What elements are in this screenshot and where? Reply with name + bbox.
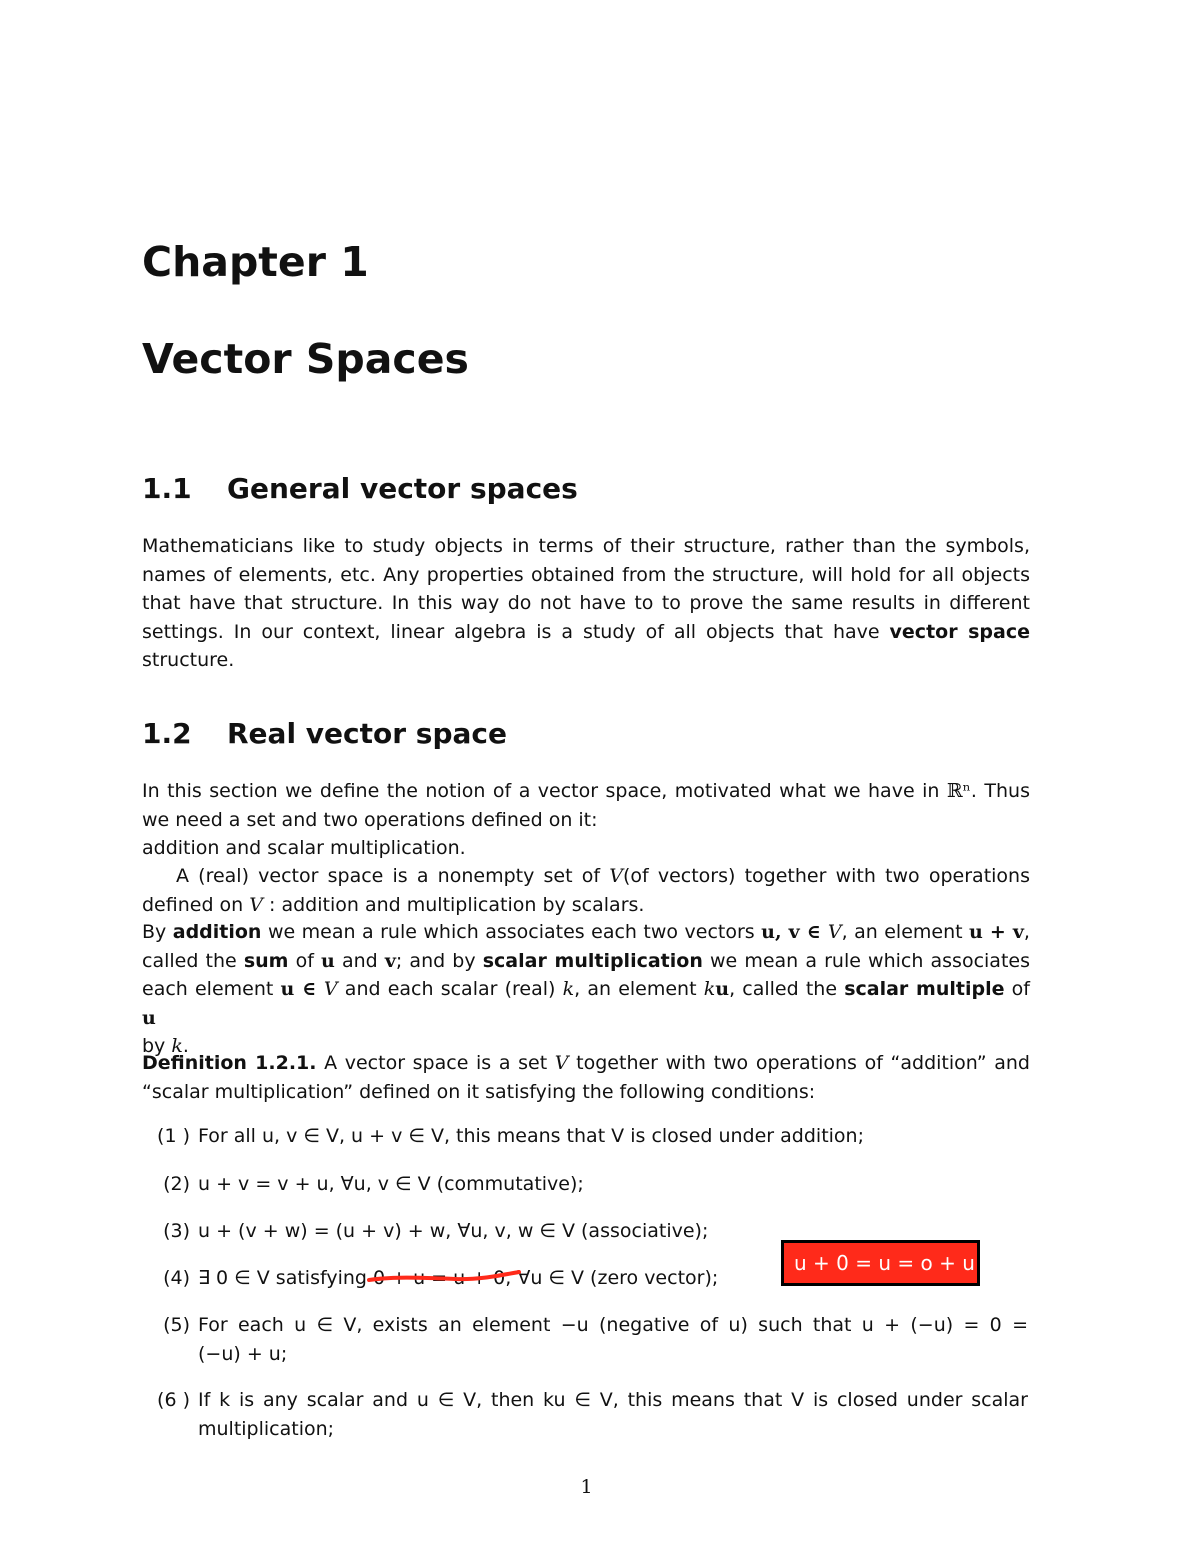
text-span: . xyxy=(182,1035,189,1057)
paragraph-line xyxy=(142,618,1030,647)
section-title: Real vector space xyxy=(227,717,507,750)
chapter-title: Vector Spaces xyxy=(142,335,469,383)
text-span: and xyxy=(334,949,385,972)
text-span: : addition and multiplication by scalars. xyxy=(263,893,645,916)
condition-item xyxy=(132,1311,1028,1340)
condition-item xyxy=(132,1170,584,1199)
paragraph-line: addition and scalar multiplication. xyxy=(142,837,466,859)
math-var: V xyxy=(554,1052,569,1074)
bold-term: scalar multiplication xyxy=(482,949,703,972)
text-span: of xyxy=(288,949,322,972)
condition-text: u + v = v + u, ∀u, v ∈ V (commutative); xyxy=(198,1173,584,1195)
text-span: A (real) vector space is a nonempty set of xyxy=(176,865,610,887)
condition-item xyxy=(132,1122,864,1151)
struck-expression xyxy=(373,1264,511,1293)
paragraph-line xyxy=(142,975,1030,1032)
condition-label: (3) xyxy=(163,1220,190,1242)
condition-text: If k is any scalar and u ∈ V, then ku ∈ V, this means that V is closed under scalar xyxy=(198,1389,1028,1411)
paragraph-line: structure. xyxy=(142,649,235,671)
section-1-2-paragraph-1 xyxy=(142,777,1030,863)
text-span: we mean a rule which associates each two vectors xyxy=(261,921,762,943)
condition-item xyxy=(132,1264,718,1293)
math-var: k xyxy=(171,1035,183,1057)
bold-term: vector space xyxy=(889,620,1030,643)
definition-label: Definition 1.2.1. xyxy=(142,1052,317,1074)
bold-term: sum xyxy=(243,949,289,972)
condition-text: For each u ∈ V, exists an element −u (negative of u) such that u + (−u) = 0 = xyxy=(198,1314,1028,1336)
math-var: k xyxy=(562,978,575,1000)
paragraph-line xyxy=(142,947,1030,976)
text-span: , called the xyxy=(729,978,845,1000)
text-span: (of vectors) together with two operations xyxy=(622,865,1030,887)
section-heading-1-1 xyxy=(142,472,578,505)
paragraph-line: Mathematicians like to study objects in terms of their structure, rather than the symbols, xyxy=(142,535,1030,557)
condition-text: For all u, v ∈ V, u + v ∈ V, this means that V is closed under addition; xyxy=(198,1125,865,1147)
math-expr: u ∈ xyxy=(280,978,324,1000)
text-span: , an element xyxy=(841,921,970,943)
section-1-2-paragraph-3 xyxy=(142,918,1030,1061)
condition-item xyxy=(132,1217,708,1246)
text-span: . Thus xyxy=(970,780,1030,802)
text-span: defined on xyxy=(142,893,250,916)
paragraph-line: we need a set and two operations defined on it: xyxy=(142,808,598,831)
section-number: 1.1 xyxy=(142,472,192,505)
condition-label: (1 ) xyxy=(157,1125,190,1147)
text-span: , xyxy=(1023,921,1030,943)
struck-text: 0 + u = u + 0, xyxy=(373,1267,512,1289)
condition-text: ∀u ∈ V (zero vector); xyxy=(511,1267,719,1289)
paragraph-line: “scalar multiplication” defined on it satisfying the following conditions: xyxy=(142,1080,816,1103)
paragraph-line: that have that structure. In this way do not have to to prove the same results in different xyxy=(142,592,1030,614)
text-span: By xyxy=(142,921,173,943)
math-var: u xyxy=(715,978,730,1000)
condition-label: (6 ) xyxy=(157,1389,190,1411)
definition-block xyxy=(142,1049,1030,1106)
condition-label: (2) xyxy=(163,1173,190,1195)
math-var: V xyxy=(323,978,338,1000)
condition-label: (4) xyxy=(163,1267,190,1289)
text-span: ; and by xyxy=(395,949,483,972)
text-span: we mean a rule which associates xyxy=(702,949,1030,972)
condition-text: ∃ 0 ∈ V satisfying xyxy=(198,1267,373,1289)
section-1-2-paragraph-2 xyxy=(142,862,1030,919)
math-expr: u, v ∈ xyxy=(761,921,828,943)
text-span: each element xyxy=(142,978,281,1000)
text-span: and each scalar (real) xyxy=(337,978,563,1000)
math-expr: u + v xyxy=(969,921,1024,943)
chapter-label: Chapter 1 xyxy=(142,238,369,286)
text-span: by xyxy=(142,1035,172,1057)
red-strike-mark xyxy=(367,1266,527,1292)
condition-text: u + (v + w) = (u + v) + w, ∀u, v, w ∈ V (associative); xyxy=(198,1220,709,1242)
text-span: of xyxy=(1004,978,1030,1000)
condition-label: (5) xyxy=(163,1314,190,1336)
math-var: k xyxy=(703,978,716,1000)
bold-term: scalar multiple xyxy=(844,978,1005,1000)
math-var: V xyxy=(249,893,263,916)
paragraph-line xyxy=(142,918,1030,947)
paragraph-line xyxy=(142,891,1030,920)
text-span: , an element xyxy=(574,978,704,1000)
section-title: General vector spaces xyxy=(227,472,578,505)
condition-item xyxy=(132,1386,1028,1415)
reals-symbol: ℝⁿ xyxy=(946,780,971,802)
math-var: V xyxy=(827,921,842,943)
bold-term: addition xyxy=(172,921,262,943)
text-span: settings. In our context, linear algebra is a study of all objects that have xyxy=(142,620,880,643)
section-1-1-paragraph xyxy=(142,532,1030,675)
text-span: In this section we define the notion of a vector space, motivated what we have in xyxy=(142,780,947,802)
annotation-box: u + 0 = u = o + u xyxy=(781,1240,980,1286)
section-number: 1.2 xyxy=(142,717,192,750)
text-span: A vector space is a set xyxy=(316,1052,555,1074)
paragraph-line xyxy=(142,862,1030,891)
condition-continuation: (−u) + u; xyxy=(198,1343,288,1365)
math-var: u xyxy=(142,1006,156,1029)
text-span: called the xyxy=(142,949,244,972)
page-number: 1 xyxy=(580,1476,593,1498)
paragraph-line xyxy=(142,1049,1030,1078)
condition-continuation: multiplication; xyxy=(198,1418,335,1440)
section-heading-1-2 xyxy=(142,717,507,750)
math-var: v xyxy=(384,949,396,972)
math-var: u xyxy=(321,949,335,972)
text-span: together with two operations of “addition” and xyxy=(568,1052,1030,1074)
paragraph-line: names of elements, etc. Any properties obtained from the structure, will hold for all objects xyxy=(142,563,1030,586)
paragraph-line xyxy=(142,777,1030,806)
math-var: V xyxy=(609,865,623,887)
